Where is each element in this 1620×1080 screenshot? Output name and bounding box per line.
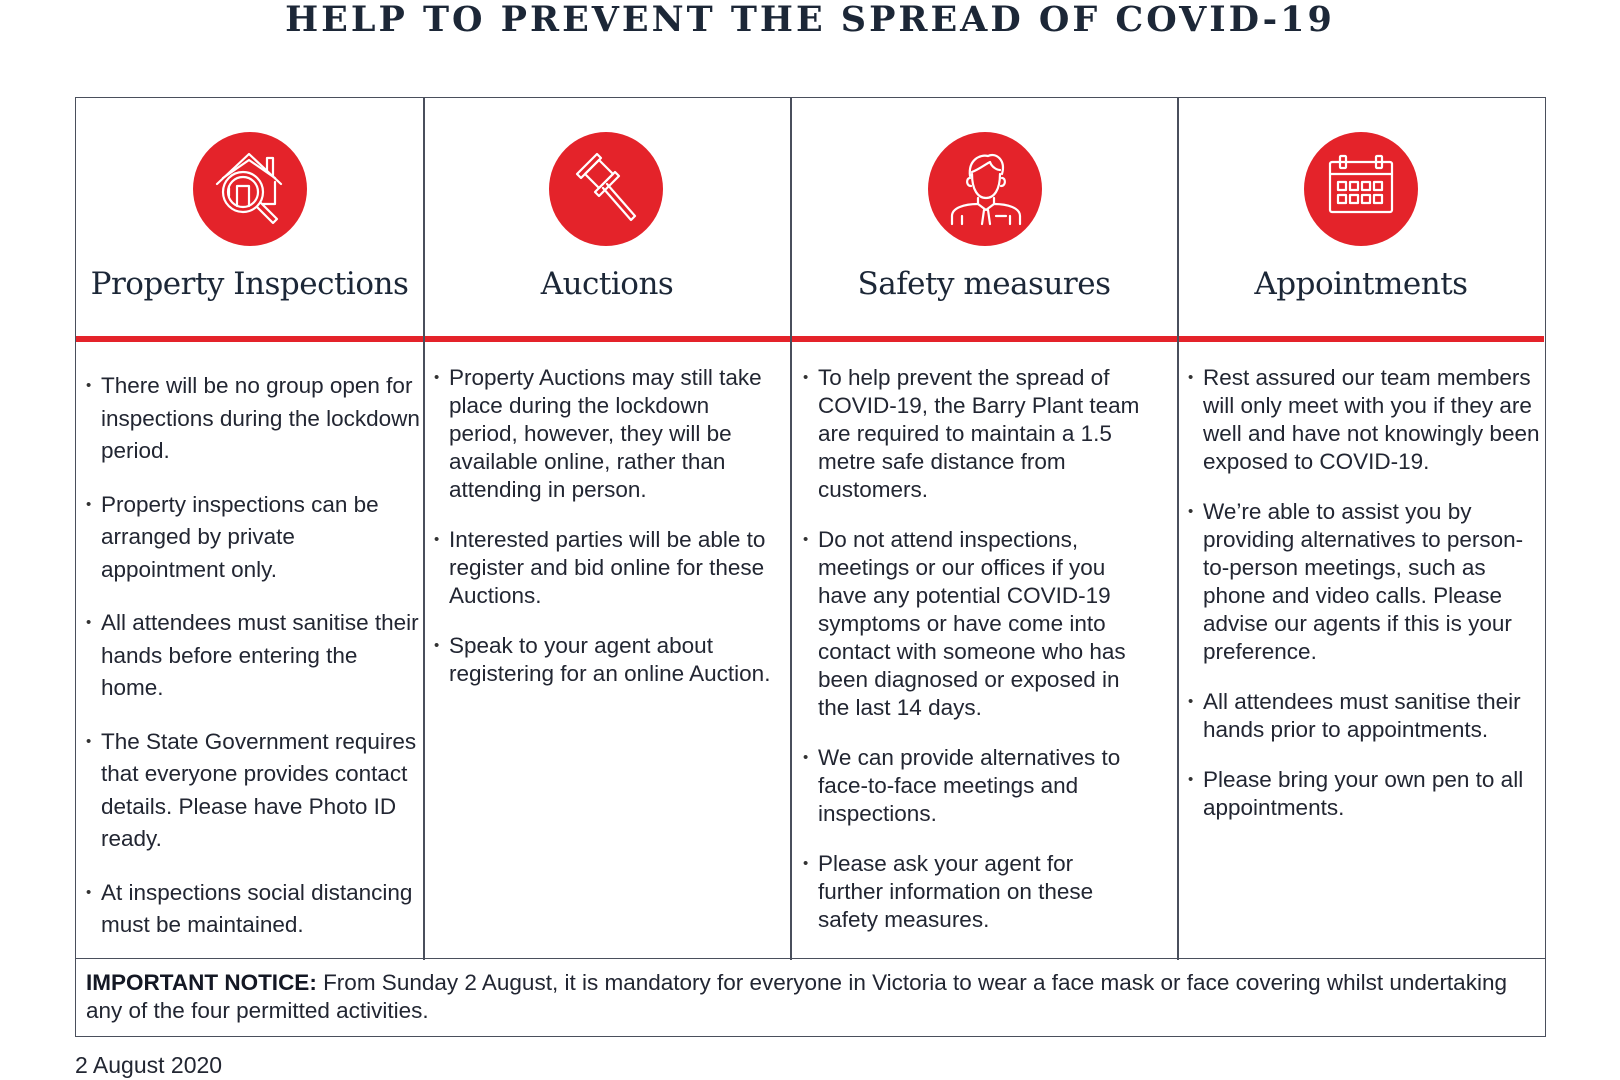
list-item: • Speak to your agent about registering for an online Auction. [434, 632, 782, 688]
list-item: • To help prevent the spread of COVID-19, the Barry Plant team are required to maintain a 1.5 metre safe distance from customers. [803, 364, 1143, 504]
bullet-list [1188, 364, 1540, 844]
list-item: • We can provide alternatives to face-to-face meetings and inspections. [803, 744, 1143, 828]
info-grid [75, 97, 1546, 959]
important-notice [75, 957, 1546, 1037]
column-body-appointments [1178, 342, 1544, 957]
column-header-property-inspections [76, 98, 423, 336]
column-header-safety-measures [791, 98, 1177, 336]
bullet-list [434, 364, 782, 710]
column-title: Auctions [540, 266, 674, 302]
page-title: HELP TO PREVENT THE SPREAD OF COVID-19 [285, 0, 1335, 40]
column-body-safety-measures [791, 342, 1177, 957]
list-item: • Do not attend inspections, meetings or our offices if you have any potential COVID-19 symptoms or have come into contact with someone who has been diagnosed or exposed in the last 14 days. [803, 526, 1143, 722]
gavel-icon [549, 132, 663, 246]
list-item: • Please ask your agent for further information on these safety measures. [803, 850, 1143, 934]
list-item: • Rest assured our team members will only meet with you if they are well and have not knowingly been exposed to COVID-19. [1188, 364, 1540, 476]
list-item: • We’re able to assist you by providing alternatives to person-to-person meetings, such as phone and video calls. Please advise our agents if this is your preference. [1188, 498, 1540, 666]
list-item: • The State Government requires that everyone provides contact details. Please have Photo ID ready. [86, 726, 420, 856]
house-magnifier-icon [193, 132, 307, 246]
bullet-list [86, 370, 420, 963]
list-item: • At inspections social distancing must be maintained. [86, 877, 420, 942]
column-body-property-inspections [76, 342, 423, 957]
publish-date: 2 August 2020 [75, 1052, 223, 1078]
list-item: • Property inspections can be arranged by private appointment only. [86, 489, 420, 587]
list-item: • All attendees must sanitise their hands prior to appointments. [1188, 688, 1540, 744]
list-item: • There will be no group open for inspections during the lockdown period. [86, 370, 420, 468]
notice-text: From Sunday 2 August, it is mandatory for everyone in Victoria to wear a face mask or face covering whilst undertaking any of the four permitted activities. [86, 970, 1507, 1023]
list-item: • Property Auctions may still take place during the lockdown period, however, they will be available online, rather than attending in person. [434, 364, 782, 504]
notice-label: IMPORTANT NOTICE: [86, 970, 317, 995]
list-item: • All attendees must sanitise their hands before entering the home. [86, 607, 420, 705]
column-title: Property Inspections [90, 266, 409, 302]
bullet-list [803, 364, 1143, 956]
person-icon [928, 132, 1042, 246]
column-title: Safety measures [857, 266, 1111, 302]
column-header-appointments [1178, 98, 1544, 336]
list-item: • Interested parties will be able to register and bid online for these Auctions. [434, 526, 782, 610]
column-body-auctions [424, 342, 790, 957]
column-title: Appointments [1254, 266, 1468, 302]
column-header-auctions [424, 98, 790, 336]
list-item: • Please bring your own pen to all appointments. [1188, 766, 1540, 822]
calendar-icon [1304, 132, 1418, 246]
